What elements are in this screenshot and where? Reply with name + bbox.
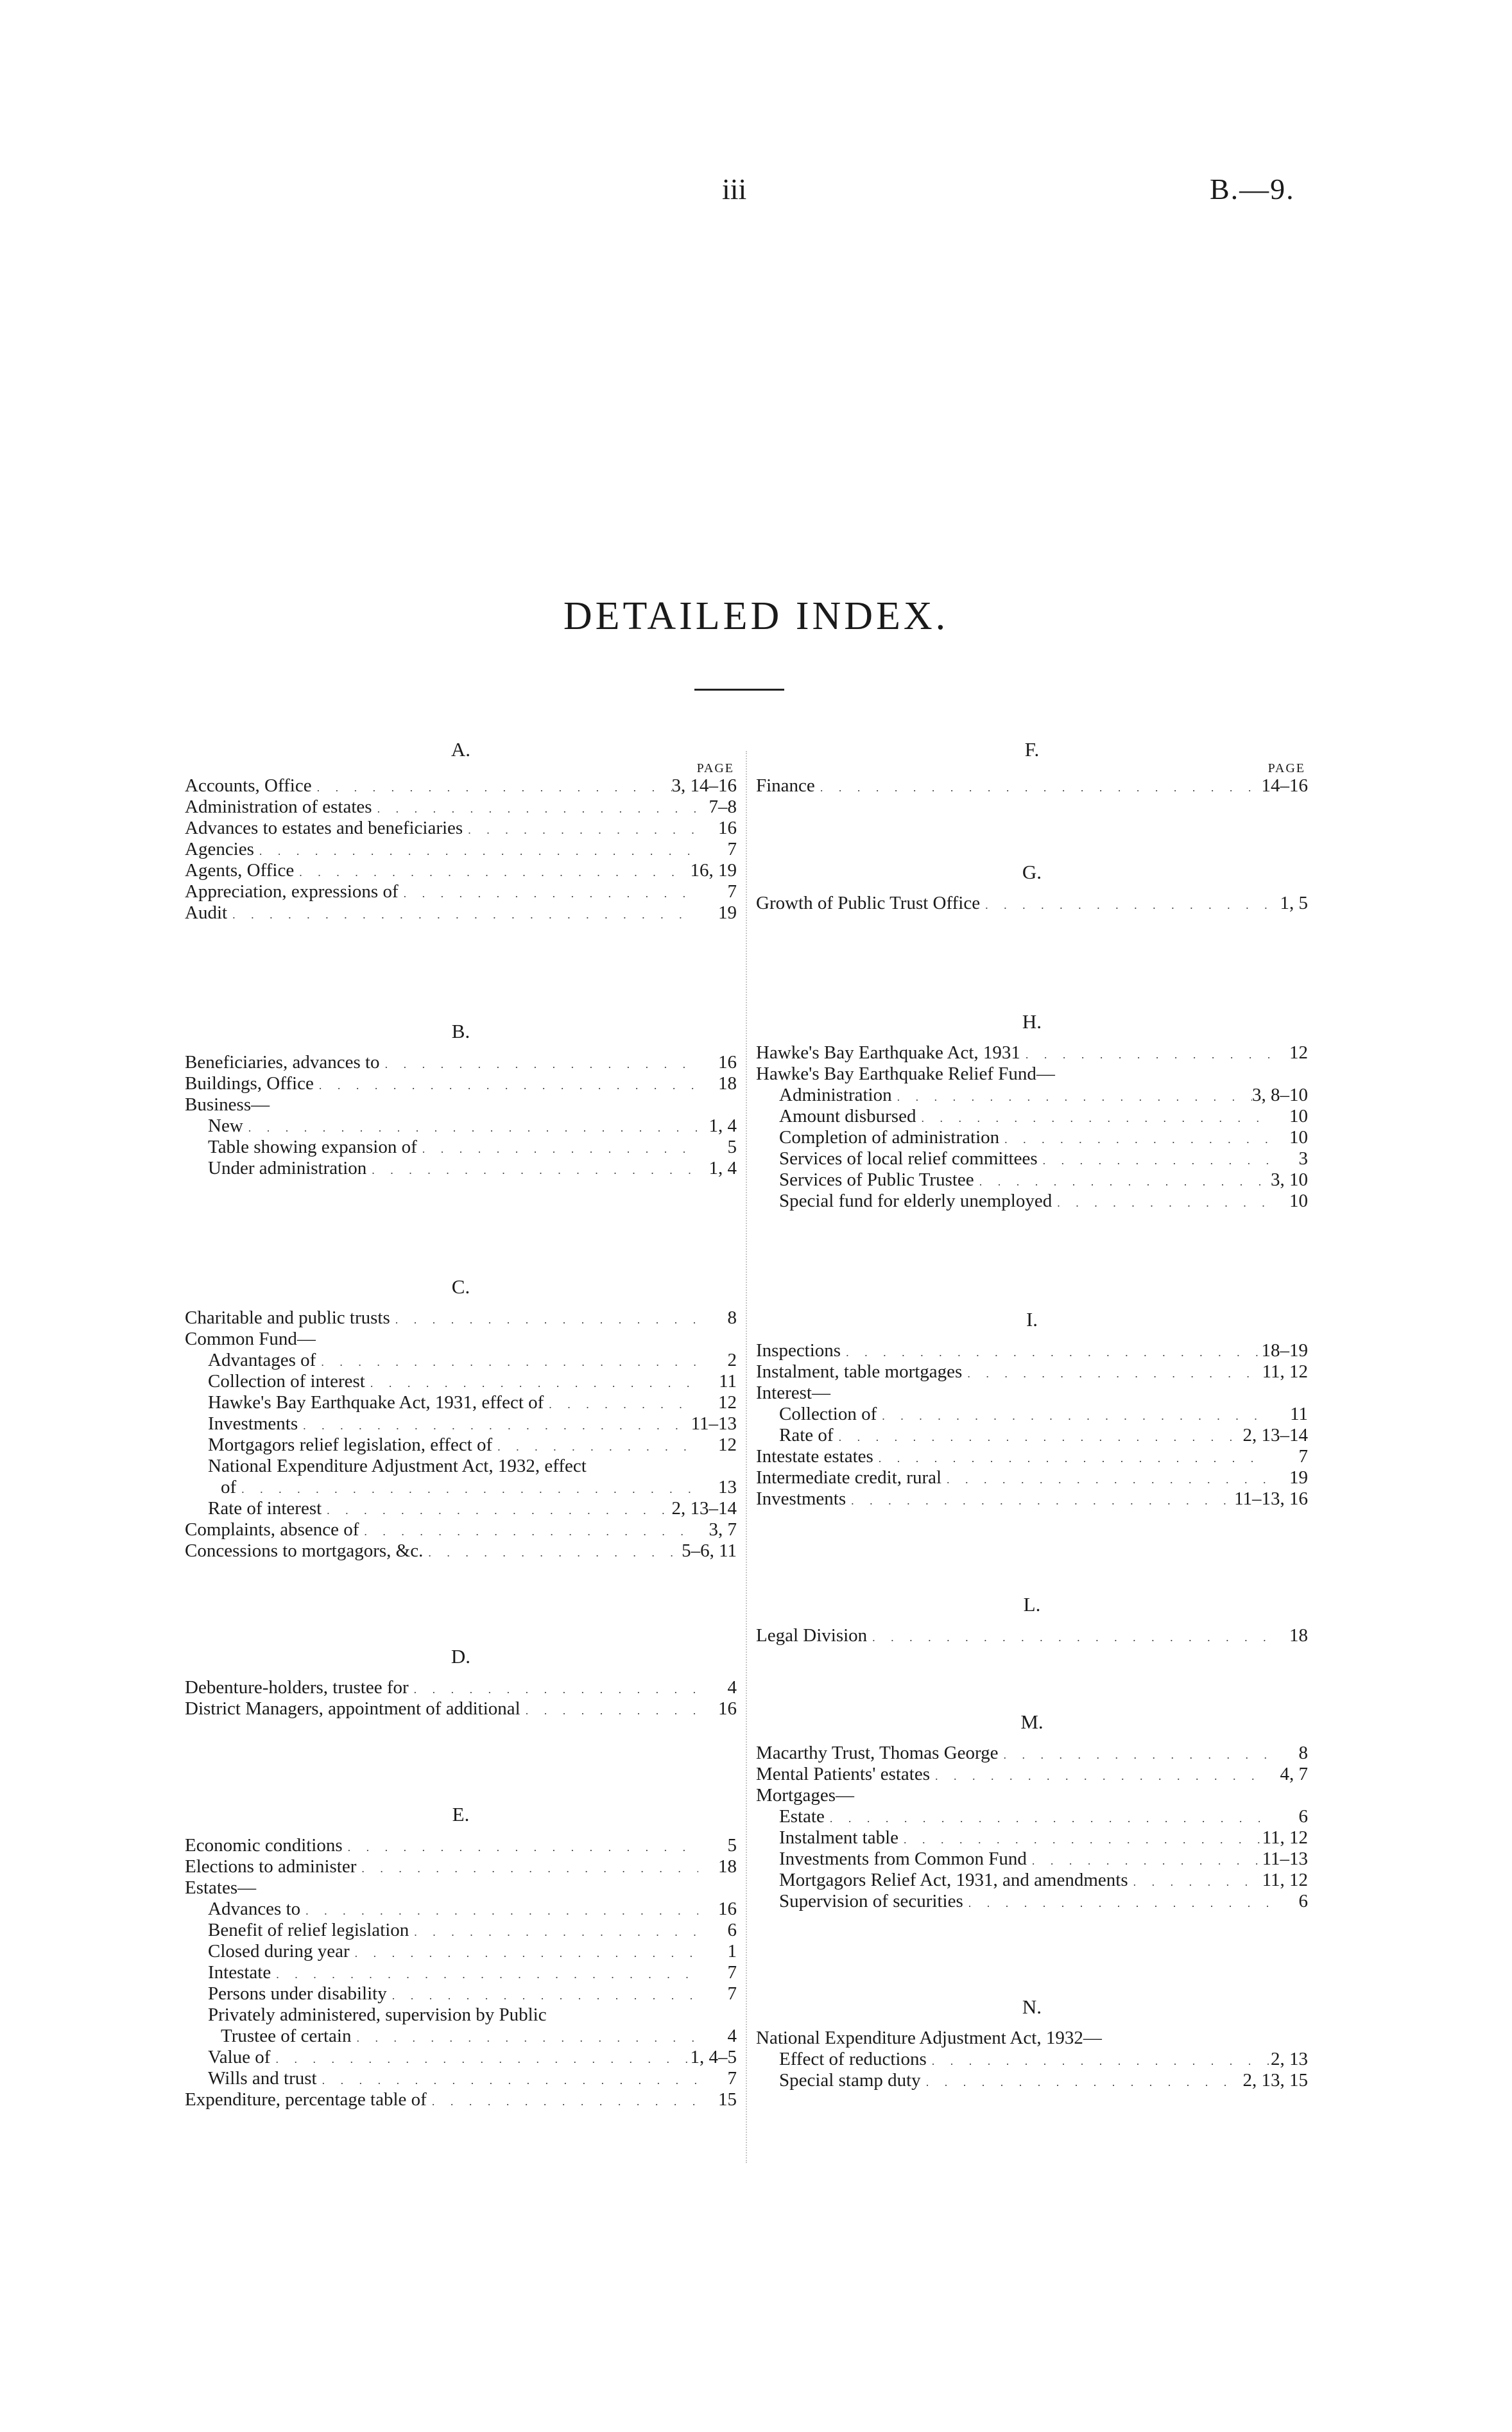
leader-dots — [365, 1371, 698, 1394]
entry-pages: 3 — [1298, 1148, 1308, 1169]
index-entry — [756, 1404, 1308, 1425]
leader-dots — [941, 1467, 1269, 1490]
index-entry — [185, 2068, 737, 2089]
leader-dots — [1027, 1849, 1262, 1872]
entry-pages: 18 — [718, 1856, 737, 1877]
section-letter: D. — [451, 1645, 471, 1668]
leader-dots — [316, 1350, 698, 1373]
entry-label: New — [208, 1116, 243, 1136]
entry-label: Trustee of certain — [221, 2026, 352, 2046]
entry-pages: 2, 13–14 — [671, 1498, 737, 1519]
index-entry — [185, 2005, 737, 2026]
entry-label: Advances to estates and beneficiaries — [185, 818, 463, 838]
entry-label: Table showing expansion of — [208, 1137, 417, 1157]
index-entry — [756, 1806, 1308, 1827]
entry-label: Investments — [756, 1488, 846, 1509]
index-entry — [185, 1116, 737, 1137]
leader-dots — [243, 1116, 698, 1139]
entry-label: Charitable and public trusts — [185, 1307, 390, 1328]
index-entry — [185, 1052, 737, 1073]
leader-dots — [312, 775, 672, 798]
entry-pages: 10 — [1289, 1191, 1308, 1211]
entry-label: of — [221, 1477, 237, 1497]
leader-dots — [962, 1361, 1262, 1384]
entry-pages: 7 — [727, 2068, 737, 2089]
leader-dots — [387, 1983, 698, 2006]
page-column-label: PAGE — [696, 761, 734, 775]
section-letter: N. — [1022, 1996, 1042, 2018]
entry-pages: 2, 13, 15 — [1242, 2070, 1308, 2091]
entry-pages: 1, 4–5 — [690, 2047, 737, 2067]
index-section-m — [756, 1711, 1308, 1912]
leader-dots — [359, 1519, 698, 1542]
entry-label: Macarthy Trust, Thomas George — [756, 1743, 999, 1763]
index-entry — [185, 1877, 737, 1899]
entry-pages: 4, 7 — [1280, 1764, 1308, 1784]
entry-label: Intestate estates — [756, 1446, 873, 1467]
entry-pages: 3, 7 — [709, 1519, 737, 1540]
entry-pages: 2 — [727, 1350, 737, 1370]
section-letter: I. — [1026, 1308, 1038, 1331]
entry-label: Services of Public Trustee — [779, 1169, 974, 1190]
entry-pages: 11–13, 16 — [1234, 1488, 1308, 1509]
entry-label: Investments — [208, 1413, 298, 1434]
index-entry — [185, 1983, 737, 2005]
index-entry — [756, 1870, 1308, 1891]
entry-pages: 5 — [727, 1137, 737, 1157]
entry-label: National Expenditure Adjustment Act, 1932, effect — [208, 1456, 587, 1476]
entry-pages: 1 — [727, 1941, 737, 1962]
leader-dots — [1038, 1148, 1269, 1171]
entry-label: Growth of Public Trust Office — [756, 893, 981, 913]
index-entry — [185, 2026, 737, 2047]
entry-pages: 16 — [718, 818, 737, 838]
entry-pages: 12 — [718, 1435, 737, 1455]
entry-pages: 7 — [727, 839, 737, 859]
entry-label: Intestate — [208, 1962, 271, 1983]
entry-label: Finance — [756, 775, 815, 796]
index-section-d — [185, 1645, 737, 1720]
entry-label: Services of local relief committees — [779, 1148, 1038, 1169]
index-section-i — [756, 1308, 1308, 1510]
entry-pages: 3, 8–10 — [1252, 1085, 1308, 1105]
entry-pages: 7 — [1298, 1446, 1308, 1467]
entry-pages: 13 — [718, 1477, 737, 1497]
entry-label: Effect of reductions — [779, 2049, 927, 2069]
entry-label: Under administration — [208, 1158, 367, 1178]
index-entry — [185, 1094, 737, 1116]
entry-label: Collection of interest — [208, 1371, 365, 1392]
leader-dots — [892, 1085, 1252, 1108]
leader-dots — [270, 2047, 690, 2070]
leader-dots — [372, 797, 698, 820]
leader-dots — [463, 818, 698, 841]
index-entry — [185, 1307, 737, 1329]
index-entry — [185, 2047, 737, 2068]
index-entry — [756, 1625, 1308, 1646]
entry-label: Estates— — [185, 1877, 257, 1898]
entry-pages: 1, 5 — [1280, 893, 1308, 913]
leader-dots — [873, 1446, 1269, 1469]
entry-pages: 16, 19 — [690, 860, 737, 881]
leader-dots — [963, 1891, 1269, 1914]
entry-label: Administration of estates — [185, 797, 372, 817]
leader-dots — [999, 1127, 1269, 1150]
leader-dots — [841, 1340, 1261, 1363]
entry-label: Beneficiaries, advances to — [185, 1052, 380, 1073]
index-entry — [756, 1891, 1308, 1912]
leader-dots — [1128, 1870, 1262, 1893]
entry-pages: 18–19 — [1261, 1340, 1308, 1361]
entry-label: Estate — [779, 1806, 825, 1827]
index-entry — [185, 775, 737, 797]
index-entry — [185, 860, 737, 881]
leader-dots — [317, 2068, 698, 2091]
index-entry — [185, 1413, 737, 1435]
leader-dots — [409, 1920, 698, 1943]
index-entry — [185, 1920, 737, 1941]
leader-dots — [520, 1698, 698, 1721]
index-entry — [756, 1191, 1308, 1212]
entry-label: District Managers, appointment of additional — [185, 1698, 520, 1719]
page-title: DETAILED INDEX. — [563, 594, 949, 638]
entry-pages: 19 — [1289, 1467, 1308, 1488]
index-section-b — [185, 1020, 737, 1179]
entry-pages: 12 — [718, 1392, 737, 1413]
section-letter: H. — [1022, 1010, 1042, 1033]
entry-pages: 6 — [1298, 1891, 1308, 1911]
section-letter: F. — [1024, 738, 1040, 761]
entry-pages: 18 — [718, 1073, 737, 1094]
entry-label: Privately administered, supervision by Public — [208, 2005, 547, 2025]
entry-label: Advances to — [208, 1899, 301, 1919]
entry-label: Complaints, absence of — [185, 1519, 359, 1540]
leader-dots — [298, 1413, 691, 1436]
entry-pages: 11, 12 — [1262, 1870, 1308, 1890]
index-entry — [756, 1849, 1308, 1870]
entry-pages: 8 — [1298, 1743, 1308, 1763]
index-entry — [756, 1785, 1308, 1806]
entry-label: Common Fund— — [185, 1329, 316, 1349]
index-entry — [185, 1856, 737, 1877]
entry-pages: 16 — [718, 1052, 737, 1073]
leader-dots — [1052, 1191, 1269, 1214]
index-entry — [185, 1477, 737, 1498]
index-entry — [756, 1467, 1308, 1488]
leader-dots — [544, 1392, 698, 1415]
entry-label: Administration — [779, 1085, 892, 1105]
entry-label: Instalment table — [779, 1827, 899, 1848]
entry-pages: 11, 12 — [1262, 1827, 1308, 1848]
entry-pages: 18 — [1289, 1625, 1308, 1646]
index-entry — [185, 902, 737, 924]
index-entry — [756, 1106, 1308, 1127]
entry-pages: 19 — [718, 902, 737, 923]
leader-dots — [898, 1827, 1262, 1850]
index-entry — [185, 2089, 737, 2110]
index-section-l — [756, 1593, 1308, 1646]
leader-dots — [350, 1941, 698, 1964]
entry-pages: 11–13 — [1262, 1849, 1308, 1869]
entry-label: Mortgagors relief legislation, effect of — [208, 1435, 493, 1455]
entry-label: Special stamp duty — [779, 2070, 921, 2091]
index-entry — [756, 2070, 1308, 2091]
entry-label: Value of — [208, 2047, 271, 2067]
entry-label: Hawke's Bay Earthquake Relief Fund— — [756, 1064, 1055, 1084]
index-entry — [185, 1498, 737, 1519]
index-entry — [185, 1962, 737, 1983]
entry-pages: 3, 10 — [1271, 1169, 1308, 1190]
index-entry — [756, 1169, 1308, 1191]
index-entry — [185, 839, 737, 860]
index-column-left — [185, 738, 737, 2110]
leader-dots — [294, 860, 690, 883]
entry-pages: 4 — [727, 1677, 737, 1698]
entry-label: Special fund for elderly unemployed — [779, 1191, 1052, 1211]
index-entry — [756, 2049, 1308, 2070]
index-section-n — [756, 1996, 1308, 2091]
leader-dots — [846, 1488, 1234, 1512]
leader-dots — [343, 1835, 698, 1858]
page-number: iii — [722, 173, 747, 205]
index-entry — [756, 1743, 1308, 1764]
entry-label: Agents, Office — [185, 860, 295, 881]
entry-label: Buildings, Office — [185, 1073, 314, 1094]
leader-dots — [877, 1404, 1269, 1427]
index-entry — [756, 1827, 1308, 1849]
entry-label: Agencies — [185, 839, 254, 859]
entry-label: Accounts, Office — [185, 775, 312, 796]
document-reference: B.—9. — [1210, 173, 1295, 205]
index-entry — [756, 1425, 1308, 1446]
section-letter: E. — [452, 1803, 470, 1825]
entry-label: Inspections — [756, 1340, 841, 1361]
entry-label: Appreciation, expressions of — [185, 881, 399, 902]
index-entry — [756, 1340, 1308, 1361]
index-entry — [185, 1371, 737, 1392]
entry-label: Investments from Common Fund — [779, 1849, 1027, 1869]
entry-label: Hawke's Bay Earthquake Act, 1931, effect of — [208, 1392, 544, 1413]
entry-pages: 7 — [727, 1983, 737, 2004]
entry-pages: 11 — [719, 1371, 737, 1392]
leader-dots — [921, 2070, 1243, 2093]
leader-dots — [314, 1073, 698, 1096]
entry-pages: 3, 14–16 — [671, 775, 737, 796]
leader-dots — [1020, 1042, 1269, 1065]
index-entry — [185, 1835, 737, 1856]
index-entry — [756, 1085, 1308, 1106]
index-section-a — [185, 738, 737, 924]
entry-pages: 6 — [727, 1920, 737, 1940]
leader-dots — [322, 1498, 671, 1521]
leader-dots — [399, 881, 698, 904]
index-entry — [185, 1435, 737, 1456]
entry-label: Elections to administer — [185, 1856, 357, 1877]
index-entry — [185, 1073, 737, 1094]
index-entry — [756, 893, 1308, 914]
section-letter: C. — [451, 1275, 470, 1298]
leader-dots — [930, 1764, 1269, 1787]
section-letter: L. — [1023, 1593, 1041, 1616]
index-entry — [185, 1677, 737, 1698]
section-letter: G. — [1022, 861, 1042, 883]
entry-label: Instalment, table mortgages — [756, 1361, 963, 1382]
index-entry — [185, 1392, 737, 1413]
entry-label: Benefit of relief legislation — [208, 1920, 409, 1940]
index-entry — [185, 1519, 737, 1540]
leader-dots — [390, 1307, 698, 1331]
entry-pages: 1, 4 — [709, 1116, 737, 1136]
entry-label: Mortgagors Relief Act, 1931, and amendments — [779, 1870, 1128, 1890]
leader-dots — [227, 902, 698, 926]
index-entry — [185, 1350, 737, 1371]
leader-dots — [867, 1625, 1269, 1648]
leader-dots — [366, 1158, 698, 1181]
entry-pages: 11, 12 — [1262, 1361, 1308, 1382]
leader-dots — [351, 2026, 698, 2049]
index-section-g — [756, 861, 1308, 914]
index-entry — [756, 1764, 1308, 1785]
entry-label: Interest— — [756, 1383, 830, 1403]
leader-dots — [492, 1435, 698, 1458]
entry-pages: 5–6, 11 — [682, 1540, 737, 1561]
leader-dots — [916, 1106, 1269, 1129]
entry-pages: 15 — [718, 2089, 737, 2110]
entry-pages: 1, 4 — [709, 1158, 737, 1178]
entry-pages: 6 — [1298, 1806, 1308, 1827]
leader-dots — [300, 1899, 698, 1922]
entry-label: Amount disbursed — [779, 1106, 916, 1126]
index-entry — [756, 1446, 1308, 1467]
leader-dots — [423, 1540, 682, 1564]
entry-pages: 4 — [727, 2026, 737, 2046]
leader-dots — [999, 1743, 1269, 1766]
entry-label: Mental Patients' estates — [756, 1764, 930, 1784]
entry-pages: 12 — [1289, 1042, 1308, 1063]
entry-pages: 7 — [727, 881, 737, 902]
entry-label: Intermediate credit, rural — [756, 1467, 942, 1488]
index-entry — [185, 1158, 737, 1179]
index-column-right — [756, 738, 1308, 2091]
entry-label: Closed during year — [208, 1941, 350, 1962]
index-section-h — [756, 1010, 1308, 1212]
index-entry — [185, 797, 737, 818]
section-letter: B. — [451, 1020, 470, 1042]
entry-pages: 16 — [718, 1899, 737, 1919]
entry-label: Business— — [185, 1094, 270, 1115]
leader-dots — [834, 1425, 1243, 1448]
leader-dots — [974, 1169, 1269, 1193]
index-entry — [756, 1383, 1308, 1404]
entry-label: Debenture-holders, trustee for — [185, 1677, 409, 1698]
entry-pages: 2, 13 — [1271, 2049, 1308, 2069]
entry-label: Rate of interest — [208, 1498, 322, 1519]
entry-pages: 7–8 — [709, 797, 737, 817]
index-entry — [185, 1698, 737, 1720]
leader-dots — [980, 893, 1269, 916]
leader-dots — [236, 1477, 698, 1500]
entry-label: Concessions to mortgagors, &c. — [185, 1540, 424, 1561]
index-entry — [185, 1456, 737, 1477]
entry-pages: 2, 13–14 — [1242, 1425, 1308, 1445]
index-entry — [185, 1540, 737, 1562]
index-entry — [185, 1941, 737, 1962]
entry-label: Legal Division — [756, 1625, 868, 1646]
entry-label: National Expenditure Adjustment Act, 1932— — [756, 2028, 1102, 2048]
column-divider — [746, 751, 747, 2163]
entry-label: Advantages of — [208, 1350, 316, 1370]
index-entry — [756, 1488, 1308, 1510]
index-entry — [756, 1148, 1308, 1169]
section-letter: A. — [451, 738, 471, 761]
entry-label: Economic conditions — [185, 1835, 343, 1856]
entry-label: Collection of — [779, 1404, 877, 1424]
leader-dots — [409, 1677, 698, 1700]
entry-label: Supervision of securities — [779, 1891, 963, 1911]
index-entry — [756, 1127, 1308, 1148]
leader-dots — [825, 1806, 1269, 1829]
section-letter: M. — [1020, 1711, 1044, 1733]
leader-dots — [427, 2089, 698, 2112]
leader-dots — [380, 1052, 698, 1075]
index-entry — [756, 1042, 1308, 1064]
leader-dots — [356, 1856, 698, 1879]
entry-label: Persons under disability — [208, 1983, 387, 2004]
entry-label: Completion of administration — [779, 1127, 1000, 1148]
entry-pages: 16 — [718, 1698, 737, 1719]
index-entry — [185, 1329, 737, 1350]
entry-pages: 7 — [727, 1962, 737, 1983]
leader-dots — [254, 839, 698, 862]
entry-pages: 11–13 — [691, 1413, 737, 1434]
entry-pages: 14–16 — [1261, 775, 1308, 796]
entry-label: Audit — [185, 902, 228, 923]
index-entry — [756, 1064, 1308, 1085]
index-section-e — [185, 1803, 737, 2110]
index-entry — [756, 775, 1308, 797]
entry-label: Rate of — [779, 1425, 834, 1445]
entry-pages: 11 — [1290, 1404, 1308, 1424]
index-entry — [185, 1899, 737, 1920]
entry-pages: 10 — [1289, 1106, 1308, 1126]
index-section-f — [756, 738, 1308, 797]
leader-dots — [927, 2049, 1269, 2072]
index-entry — [185, 1137, 737, 1158]
entry-pages: 8 — [727, 1307, 737, 1328]
title-rule — [694, 689, 784, 691]
entry-label: Wills and trust — [208, 2068, 317, 2089]
leader-dots — [417, 1137, 698, 1160]
entry-pages: 10 — [1289, 1127, 1308, 1148]
entry-pages: 5 — [727, 1835, 737, 1856]
index-entry — [185, 881, 737, 902]
index-entry — [756, 2028, 1308, 2049]
entry-label: Hawke's Bay Earthquake Act, 1931 — [756, 1042, 1020, 1063]
index-entry — [185, 818, 737, 839]
leader-dots — [815, 775, 1262, 798]
index-entry — [756, 1361, 1308, 1383]
leader-dots — [271, 1962, 698, 1985]
index-section-c — [185, 1275, 737, 1562]
page-column-label: PAGE — [1267, 761, 1305, 775]
entry-label: Expenditure, percentage table of — [185, 2089, 427, 2110]
entry-label: Mortgages— — [756, 1785, 855, 1806]
